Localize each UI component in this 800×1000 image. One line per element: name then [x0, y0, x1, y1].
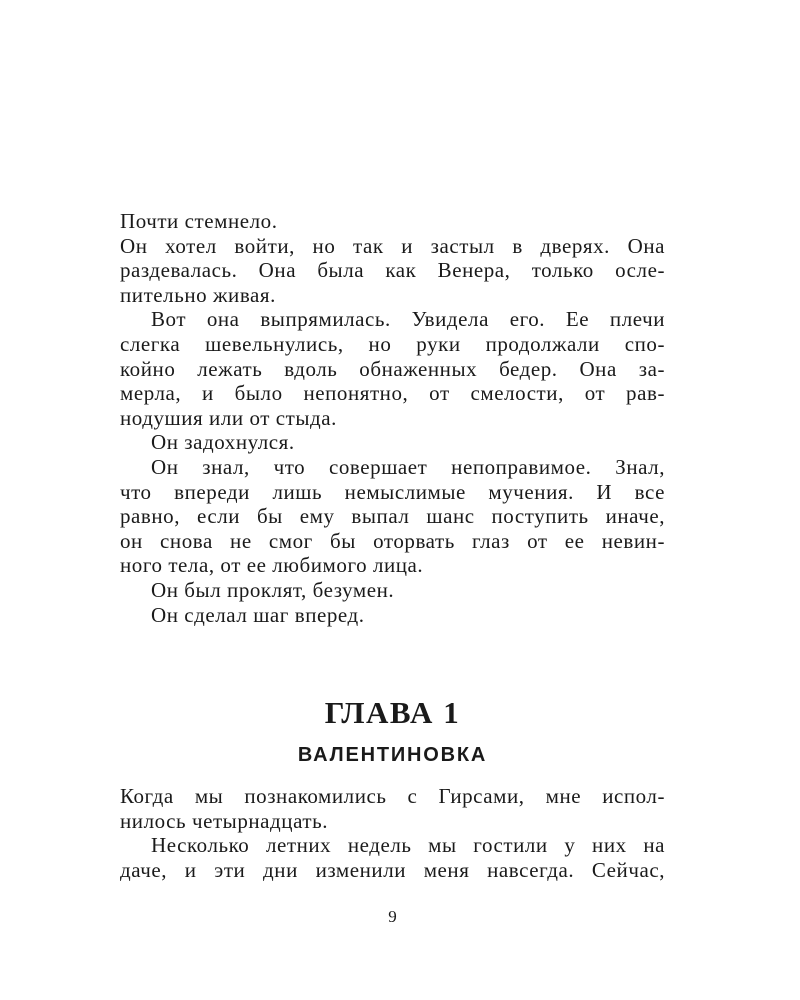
prologue-text	[120, 209, 665, 627]
text-line: ного тела, от ее любимого лица.	[120, 553, 424, 578]
text-line: Почти стемнело.	[120, 209, 278, 233]
text-line: он снова не смог бы оторвать глаз от ее невин-	[120, 528, 665, 553]
text-line: раздевалась. Она была как Венера, только осле-	[120, 258, 665, 283]
text-line: Он был проклят, безумен.	[151, 577, 395, 602]
text-line: Он задохнулся.	[151, 430, 295, 455]
text-line: пительно живая.	[120, 282, 276, 307]
chapter-heading	[120, 695, 665, 767]
text-line: равно, если бы ему выпал шанс поступить иначе,	[120, 504, 665, 529]
text-line: нодушия или от стыда.	[120, 405, 337, 430]
chapter-body-text	[120, 784, 665, 882]
text-line: Он сделал шаг вперед.	[151, 602, 365, 627]
text-line: мерла, и было непонятно, от смелости, от рав-	[120, 381, 665, 406]
chapter-title: ГЛАВА 1	[324, 695, 461, 730]
text-line: что впереди лишь немыслимые мучения. И все	[120, 479, 665, 504]
text-line: даче, и эти дни изменили меня навсегда. Сейчас,	[120, 857, 665, 882]
book-page	[120, 0, 665, 1000]
text-line: Когда мы познакомились с Гирсами, мне испол-	[120, 784, 665, 808]
text-line: койно лежать вдоль обнаженных бедер. Она за-	[120, 356, 665, 381]
page-number: 9	[388, 907, 397, 926]
text-line: Он знал, что совершает непоправимое. Знал,	[151, 454, 665, 479]
text-line: нилось четырнадцать.	[120, 808, 329, 833]
text-line: Он хотел войти, но так и застыл в дверях. Она	[120, 233, 665, 258]
text-line: Вот она выпрямилась. Увидела его. Ее плечи	[151, 307, 665, 332]
text-line: слегка шевельнулись, но руки продолжали спо-	[120, 331, 665, 356]
text-line: Несколько летних недель мы гостили у них на	[151, 833, 665, 858]
chapter-subtitle: ВАЛЕНТИНОВКА	[297, 744, 488, 766]
